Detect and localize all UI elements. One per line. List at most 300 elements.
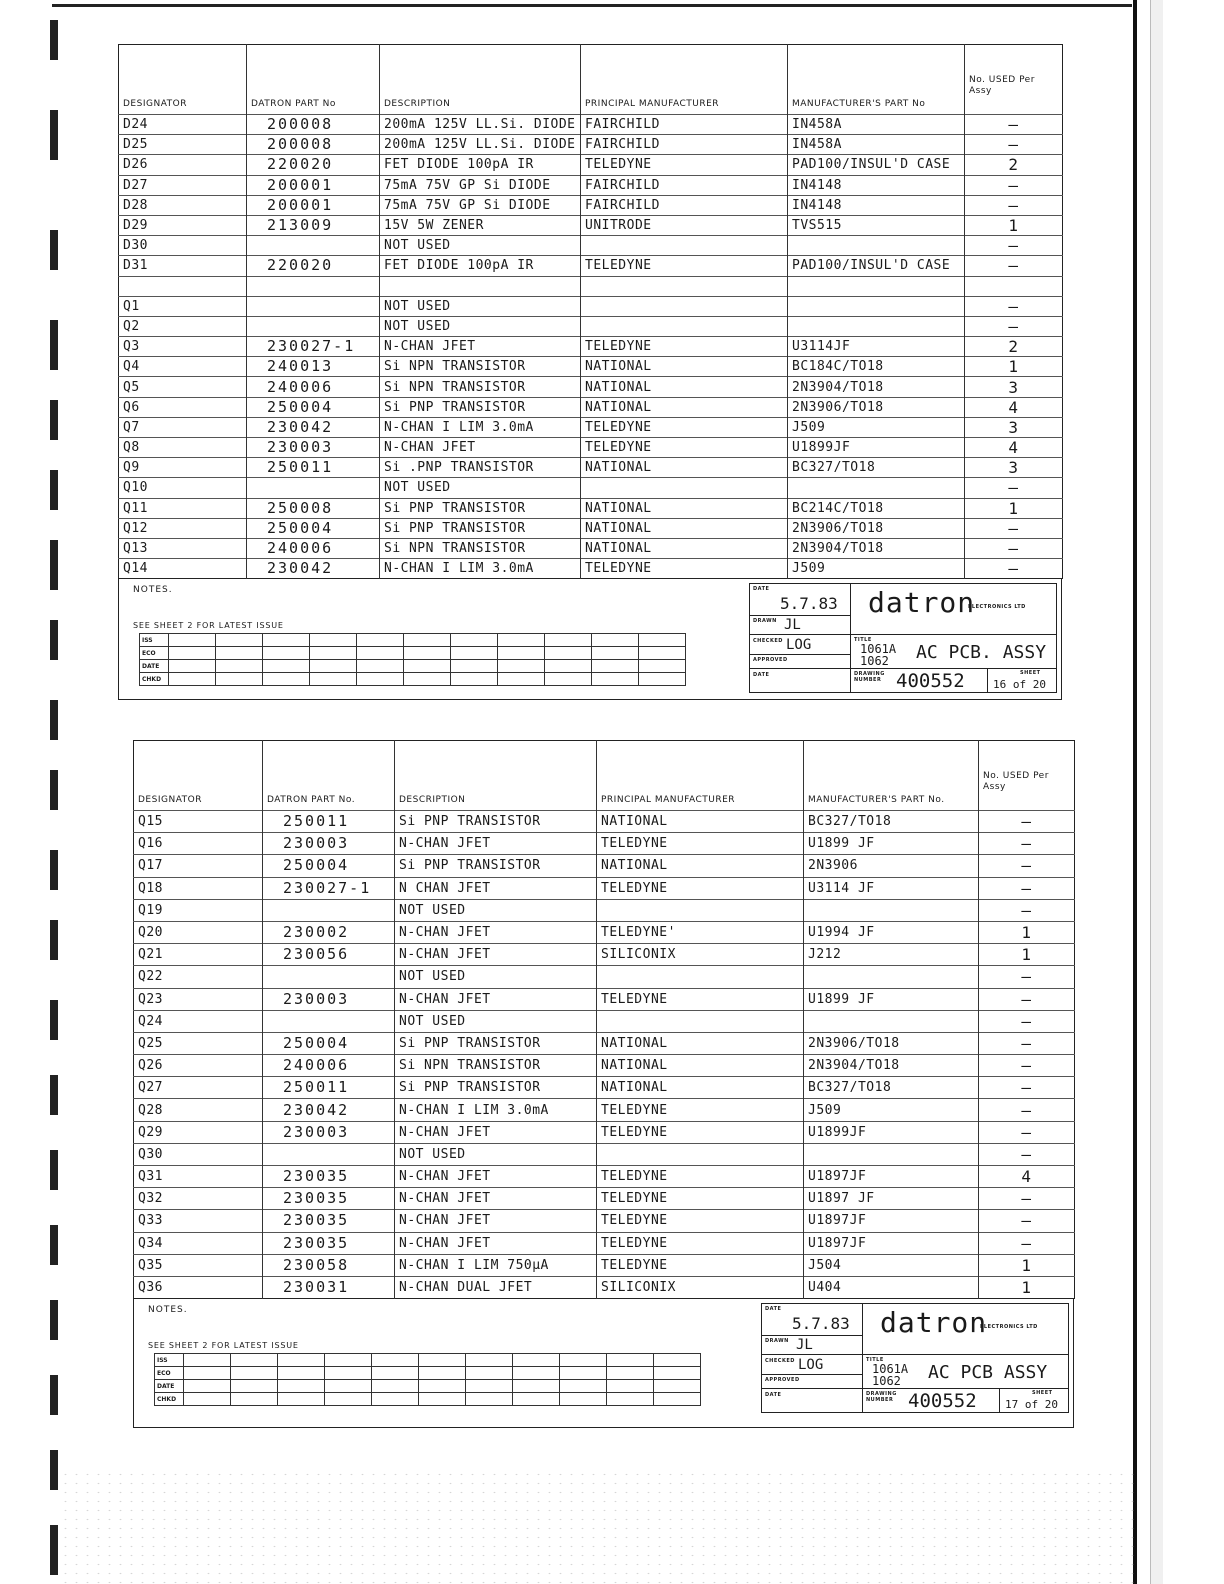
- description-cell: N-CHAN I LIM 3.0mA: [395, 1099, 597, 1121]
- datron-part-cell: 240006: [247, 538, 380, 558]
- date-label: DATE: [765, 1306, 782, 1313]
- table-row: [119, 135, 1063, 155]
- quantity-cell: [965, 276, 1063, 296]
- quantity-cell: 3: [965, 377, 1063, 397]
- datron-part-cell: 230002: [263, 921, 395, 943]
- manufacturer-cell: FAIRCHILD: [581, 115, 788, 135]
- description-cell: N-CHAN JFET: [395, 1232, 597, 1254]
- issue-grid: [139, 633, 686, 686]
- table-row: [119, 195, 1063, 215]
- parts-rows: [119, 115, 1063, 579]
- quantity-cell: —: [979, 1077, 1075, 1099]
- designator-cell: Q12: [119, 518, 247, 538]
- datron-part-cell: 230035: [263, 1188, 395, 1210]
- manufacturer-part-cell: [804, 1010, 979, 1032]
- table-row: [134, 1121, 1075, 1143]
- quantity-cell: —: [979, 966, 1075, 988]
- description-cell: Si PNP TRANSISTOR: [395, 1032, 597, 1054]
- table-row: [134, 988, 1075, 1010]
- table-row: [119, 276, 1063, 296]
- table-row: [134, 877, 1075, 899]
- manufacturer-part-cell: BC327/TO18: [804, 811, 979, 833]
- quantity-cell: 1: [979, 944, 1075, 966]
- model-number-b: 1062: [872, 1374, 901, 1389]
- designator-cell: Q23: [134, 988, 263, 1010]
- table-row: [119, 357, 1063, 377]
- logo-subtitle: ELECTRONICS LTD: [980, 1324, 1038, 1331]
- description-cell: N-CHAN JFET: [380, 438, 581, 458]
- description-cell: Si NPN TRANSISTOR: [380, 357, 581, 377]
- datron-part-cell: 230027-1: [263, 877, 395, 899]
- designator-cell: Q19: [134, 899, 263, 921]
- manufacturer-part-cell: [788, 478, 965, 498]
- manufacturer-cell: TELEDYNE: [597, 988, 804, 1010]
- checked-label: CHECKED: [765, 1358, 795, 1365]
- binding-edge: [0, 0, 62, 1584]
- description-cell: FET DIODE 100pA IR: [380, 155, 581, 175]
- datron-part-cell: 200008: [247, 135, 380, 155]
- manufacturer-part-cell: [804, 1143, 979, 1165]
- drawing-title: AC PCB. ASSY: [916, 642, 1047, 664]
- designator-cell: Q8: [119, 438, 247, 458]
- quantity-cell: —: [965, 296, 1063, 316]
- manufacturer-cell: SILICONIX: [597, 1276, 804, 1298]
- designator-cell: Q13: [119, 538, 247, 558]
- manufacturer-cell: UNITRODE: [581, 215, 788, 235]
- manufacturer-part-cell: U1897 JF: [804, 1188, 979, 1210]
- datron-part-cell: 250011: [263, 811, 395, 833]
- manufacturer-cell: NATIONAL: [581, 377, 788, 397]
- manufacturer-cell: TELEDYNE: [581, 438, 788, 458]
- datron-part-cell: [263, 966, 395, 988]
- quantity-cell: —: [965, 236, 1063, 256]
- designator-cell: Q10: [119, 478, 247, 498]
- date-row-label: DATE: [155, 1380, 184, 1393]
- quantity-cell: —: [965, 175, 1063, 195]
- designator-cell: Q18: [134, 877, 263, 899]
- manufacturer-part-cell: [788, 276, 965, 296]
- datron-part-cell: 230003: [263, 1121, 395, 1143]
- designator-cell: Q11: [119, 498, 247, 518]
- table-row: [134, 921, 1075, 943]
- manufacturer-cell: TELEDYNE: [581, 155, 788, 175]
- datron-part-cell: 250004: [263, 1032, 395, 1054]
- description-cell: NOT USED: [395, 966, 597, 988]
- approved-label: APPROVED: [753, 657, 788, 664]
- description-cell: 200mA 125V LL.Si. DIODE: [380, 135, 581, 155]
- parts-table: [133, 740, 1075, 1299]
- table-row: [134, 1055, 1075, 1077]
- issue-grid: [154, 1353, 701, 1406]
- manufacturer-cell: TELEDYNE: [597, 1166, 804, 1188]
- designator-cell: D28: [119, 195, 247, 215]
- datron-part-cell: 230042: [247, 417, 380, 437]
- header-designator: DESIGNATOR: [134, 741, 263, 811]
- manufacturer-cell: TELEDYNE: [597, 1188, 804, 1210]
- drawing-number-label: DRAWING NUMBER: [866, 1391, 897, 1404]
- description-cell: 75mA 75V GP Si DIODE: [380, 175, 581, 195]
- quantity-cell: —: [965, 256, 1063, 276]
- manufacturer-cell: NATIONAL: [597, 1077, 804, 1099]
- manufacturer-part-cell: U1899JF: [788, 438, 965, 458]
- manufacturer-part-cell: [788, 316, 965, 336]
- manufacturer-part-cell: PAD100/INSUL'D CASE: [788, 155, 965, 175]
- header-qty: No. USED Per Assy: [983, 771, 1049, 792]
- table-row: [134, 1032, 1075, 1054]
- approved-label: APPROVED: [765, 1377, 800, 1384]
- table-row: [119, 337, 1063, 357]
- header-principal-manufacturer: PRINCIPAL MANUFACTURER: [581, 45, 788, 115]
- date-label: DATE: [753, 586, 770, 593]
- manufacturer-cell: NATIONAL: [581, 518, 788, 538]
- description-cell: N-CHAN JFET: [395, 944, 597, 966]
- quantity-cell: —: [979, 1143, 1075, 1165]
- manufacturer-cell: [597, 966, 804, 988]
- description-cell: 75mA 75V GP Si DIODE: [380, 195, 581, 215]
- quantity-cell: 1: [979, 1276, 1075, 1298]
- quantity-cell: —: [965, 538, 1063, 558]
- manufacturer-part-cell: [788, 236, 965, 256]
- datron-part-cell: 230003: [263, 988, 395, 1010]
- designator-cell: Q3: [119, 337, 247, 357]
- manufacturer-cell: [581, 478, 788, 498]
- table-row: [119, 417, 1063, 437]
- table-row: [119, 256, 1063, 276]
- title-block-area: [118, 579, 1062, 700]
- checked-value: LOG: [798, 1357, 824, 1374]
- quantity-cell: —: [965, 135, 1063, 155]
- quantity-cell: —: [979, 1032, 1075, 1054]
- table-row: [134, 1010, 1075, 1032]
- manufacturer-cell: TELEDYNE: [581, 337, 788, 357]
- manufacturer-part-cell: IN458A: [788, 115, 965, 135]
- drawn-value: JL: [784, 617, 801, 634]
- scan-noise: [60, 1470, 1140, 1584]
- table-row: [119, 478, 1063, 498]
- manufacturer-cell: TELEDYNE: [597, 1121, 804, 1143]
- designator-cell: Q21: [134, 944, 263, 966]
- quantity-cell: 1: [965, 357, 1063, 377]
- manufacturer-part-cell: BC184C/TO18: [788, 357, 965, 377]
- table-row: [119, 215, 1063, 235]
- quantity-cell: —: [965, 195, 1063, 215]
- designator-cell: Q29: [134, 1121, 263, 1143]
- iss-label: ISS: [140, 634, 169, 647]
- parts-list-sheet-17: [133, 740, 1074, 1428]
- description-cell: 200mA 125V LL.Si. DIODE: [380, 115, 581, 135]
- quantity-cell: 1: [965, 215, 1063, 235]
- manufacturer-part-cell: [804, 899, 979, 921]
- quantity-cell: —: [979, 1188, 1075, 1210]
- manufacturer-cell: FAIRCHILD: [581, 135, 788, 155]
- logo-subtitle: ELECTRONICS LTD: [968, 604, 1026, 611]
- manufacturer-part-cell: U1899 JF: [804, 988, 979, 1010]
- quantity-cell: —: [979, 1210, 1075, 1232]
- designator-cell: Q32: [134, 1188, 263, 1210]
- eco-label: ECO: [140, 647, 169, 660]
- sheet-label: SHEET: [1020, 670, 1041, 677]
- datron-part-cell: 250004: [263, 855, 395, 877]
- description-cell: Si PNP TRANSISTOR: [380, 397, 581, 417]
- title-label: TITLE: [866, 1357, 884, 1364]
- table-row: [134, 1166, 1075, 1188]
- manufacturer-cell: [597, 899, 804, 921]
- description-cell: N-CHAN JFET: [395, 1188, 597, 1210]
- date-value: 5.7.83: [780, 594, 838, 614]
- manufacturer-part-cell: 2N3904/TO18: [804, 1055, 979, 1077]
- top-edge-line: [52, 4, 1132, 7]
- designator-cell: Q7: [119, 417, 247, 437]
- parts-list-sheet-16: [118, 44, 1062, 700]
- designator-cell: Q16: [134, 833, 263, 855]
- table-row: [119, 175, 1063, 195]
- designator-cell: Q30: [134, 1143, 263, 1165]
- header-datron-part: DATRON PART No.: [263, 741, 395, 811]
- manufacturer-part-cell: U1899JF: [804, 1121, 979, 1143]
- datron-part-cell: 250011: [247, 458, 380, 478]
- manufacturer-part-cell: U1897JF: [804, 1232, 979, 1254]
- designator-cell: [119, 276, 247, 296]
- manufacturer-cell: TELEDYNE: [581, 256, 788, 276]
- header-manufacturer-part: MANUFACTURER'S PART No: [788, 45, 965, 115]
- manufacturer-cell: TELEDYNE: [597, 833, 804, 855]
- manufacturer-part-cell: J212: [804, 944, 979, 966]
- manufacturer-part-cell: IN458A: [788, 135, 965, 155]
- table-row: [119, 236, 1063, 256]
- description-cell: Si NPN TRANSISTOR: [380, 538, 581, 558]
- manufacturer-cell: NATIONAL: [581, 538, 788, 558]
- designator-cell: Q14: [119, 559, 247, 579]
- designator-cell: D26: [119, 155, 247, 175]
- quantity-cell: 1: [979, 921, 1075, 943]
- table-row: [119, 316, 1063, 336]
- description-cell: N-CHAN I LIM 3.0mA: [380, 559, 581, 579]
- description-cell: N-CHAN JFET: [395, 833, 597, 855]
- datron-part-cell: 200008: [247, 115, 380, 135]
- description-cell: N CHAN JFET: [395, 877, 597, 899]
- chkd-label: CHKD: [140, 673, 169, 686]
- manufacturer-part-cell: 2N3904/TO18: [788, 538, 965, 558]
- quantity-cell: —: [965, 559, 1063, 579]
- manufacturer-cell: FAIRCHILD: [581, 195, 788, 215]
- drawn-value: JL: [796, 1337, 813, 1354]
- manufacturer-part-cell: U3114 JF: [804, 877, 979, 899]
- designator-cell: Q31: [134, 1166, 263, 1188]
- description-cell: FET DIODE 100pA IR: [380, 256, 581, 276]
- datron-part-cell: 220020: [247, 155, 380, 175]
- datron-part-cell: 230031: [263, 1276, 395, 1298]
- datron-part-cell: 220020: [247, 256, 380, 276]
- designator-cell: D27: [119, 175, 247, 195]
- manufacturer-part-cell: J509: [788, 559, 965, 579]
- quantity-cell: 4: [979, 1166, 1075, 1188]
- description-cell: N-CHAN I LIM 3.0mA: [380, 417, 581, 437]
- manufacturer-part-cell: U1897JF: [804, 1210, 979, 1232]
- quantity-cell: 4: [965, 438, 1063, 458]
- datron-part-cell: 200001: [247, 195, 380, 215]
- manufacturer-cell: SILICONIX: [597, 944, 804, 966]
- table-row: [134, 855, 1075, 877]
- notes-label: NOTES.: [148, 1305, 188, 1316]
- manufacturer-cell: [581, 236, 788, 256]
- designator-cell: Q4: [119, 357, 247, 377]
- manufacturer-cell: TELEDYNE: [581, 417, 788, 437]
- datron-part-cell: 240006: [263, 1055, 395, 1077]
- datron-part-cell: 213009: [247, 215, 380, 235]
- table-row: [134, 944, 1075, 966]
- manufacturer-cell: [597, 1010, 804, 1032]
- manufacturer-cell: TELEDYNE: [597, 877, 804, 899]
- manufacturer-cell: NATIONAL: [597, 1032, 804, 1054]
- description-cell: N-CHAN JFET: [380, 337, 581, 357]
- quantity-cell: —: [979, 1232, 1075, 1254]
- table-row: [134, 966, 1075, 988]
- datron-part-cell: 230042: [247, 559, 380, 579]
- designator-cell: Q34: [134, 1232, 263, 1254]
- manufacturer-cell: TELEDYNE: [597, 1232, 804, 1254]
- description-cell: NOT USED: [395, 1143, 597, 1165]
- drawn-label: DRAWN: [765, 1338, 789, 1345]
- header-description: DESCRIPTION: [395, 741, 597, 811]
- sheet-number: 16 of 20: [993, 678, 1046, 692]
- manufacturer-part-cell: BC327/TO18: [788, 458, 965, 478]
- description-cell: NOT USED: [380, 296, 581, 316]
- drawn-label: DRAWN: [753, 618, 777, 625]
- datron-part-cell: 230035: [263, 1210, 395, 1232]
- table-row: [134, 1210, 1075, 1232]
- manufacturer-part-cell: BC214C/TO18: [788, 498, 965, 518]
- date-value: 5.7.83: [792, 1314, 850, 1334]
- table-row: [134, 1143, 1075, 1165]
- header-manufacturer-part: MANUFACTURER'S PART No.: [804, 741, 979, 811]
- eco-label: ECO: [155, 1367, 184, 1380]
- table-row: [134, 1077, 1075, 1099]
- designator-cell: Q1: [119, 296, 247, 316]
- checked-value: LOG: [786, 637, 812, 654]
- datron-part-cell: 230035: [263, 1232, 395, 1254]
- date2-label: DATE: [753, 672, 770, 679]
- quantity-cell: —: [979, 1055, 1075, 1077]
- table-row: [119, 498, 1063, 518]
- manufacturer-part-cell: PAD100/INSUL'D CASE: [788, 256, 965, 276]
- description-cell: N-CHAN JFET: [395, 921, 597, 943]
- description-cell: Si NPN TRANSISTOR: [395, 1055, 597, 1077]
- see-sheet-note: SEE SHEET 2 FOR LATEST ISSUE: [133, 621, 284, 631]
- title-block-area: [133, 1299, 1074, 1428]
- model-number-b: 1062: [860, 654, 889, 669]
- datron-logo: datron: [868, 586, 976, 620]
- datron-part-cell: 230035: [263, 1166, 395, 1188]
- manufacturer-cell: TELEDYNE: [597, 1099, 804, 1121]
- datron-part-cell: [247, 236, 380, 256]
- quantity-cell: 1: [979, 1254, 1075, 1276]
- manufacturer-cell: NATIONAL: [581, 397, 788, 417]
- datron-part-cell: [247, 276, 380, 296]
- table-row: [134, 1188, 1075, 1210]
- table-row: [134, 899, 1075, 921]
- description-cell: Si PNP TRANSISTOR: [395, 855, 597, 877]
- manufacturer-cell: [581, 316, 788, 336]
- designator-cell: D30: [119, 236, 247, 256]
- manufacturer-cell: NATIONAL: [581, 357, 788, 377]
- quantity-cell: —: [979, 833, 1075, 855]
- manufacturer-part-cell: 2N3906/TO18: [804, 1032, 979, 1054]
- header-qty: No. USED Per Assy: [969, 75, 1035, 96]
- right-edge-line: [1133, 0, 1137, 1584]
- designator-cell: Q20: [134, 921, 263, 943]
- quantity-cell: —: [979, 899, 1075, 921]
- manufacturer-part-cell: 2N3904/TO18: [788, 377, 965, 397]
- manufacturer-part-cell: BC327/TO18: [804, 1077, 979, 1099]
- quantity-cell: —: [965, 478, 1063, 498]
- checked-label: CHECKED: [753, 638, 783, 645]
- designator-cell: Q9: [119, 458, 247, 478]
- right-page-edge: [1150, 0, 1163, 1584]
- manufacturer-part-cell: U1994 JF: [804, 921, 979, 943]
- manufacturer-cell: [597, 1143, 804, 1165]
- designator-cell: Q25: [134, 1032, 263, 1054]
- header-description: DESCRIPTION: [380, 45, 581, 115]
- manufacturer-part-cell: TVS515: [788, 215, 965, 235]
- drawing-number-label: DRAWING NUMBER: [854, 671, 885, 684]
- manufacturer-cell: [581, 276, 788, 296]
- parts-table: [118, 44, 1063, 579]
- description-cell: N-CHAN I LIM 750µA: [395, 1254, 597, 1276]
- manufacturer-cell: TELEDYNE: [597, 1210, 804, 1232]
- manufacturer-part-cell: U1897JF: [804, 1166, 979, 1188]
- description-cell: Si PNP TRANSISTOR: [380, 518, 581, 538]
- designator-cell: Q15: [134, 811, 263, 833]
- table-row: [119, 115, 1063, 135]
- datron-part-cell: [263, 899, 395, 921]
- designator-cell: Q22: [134, 966, 263, 988]
- manufacturer-part-cell: U1899 JF: [804, 833, 979, 855]
- header-datron-part: DATRON PART No: [247, 45, 380, 115]
- datron-part-cell: 230003: [247, 438, 380, 458]
- quantity-cell: 1: [965, 498, 1063, 518]
- manufacturer-cell: NATIONAL: [597, 855, 804, 877]
- designator-cell: D25: [119, 135, 247, 155]
- manufacturer-cell: TELEDYNE': [597, 921, 804, 943]
- description-cell: NOT USED: [395, 899, 597, 921]
- description-cell: NOT USED: [380, 478, 581, 498]
- quantity-cell: —: [979, 811, 1075, 833]
- quantity-cell: 2: [965, 155, 1063, 175]
- description-cell: Si .PNP TRANSISTOR: [380, 458, 581, 478]
- quantity-cell: 2: [965, 337, 1063, 357]
- parts-rows: [134, 811, 1075, 1299]
- quantity-cell: —: [979, 877, 1075, 899]
- quantity-cell: —: [979, 1099, 1075, 1121]
- manufacturer-cell: [581, 296, 788, 316]
- manufacturer-part-cell: U404: [804, 1276, 979, 1298]
- datron-part-cell: 230003: [263, 833, 395, 855]
- designator-cell: D29: [119, 215, 247, 235]
- table-row: [119, 377, 1063, 397]
- designator-cell: D31: [119, 256, 247, 276]
- quantity-cell: —: [979, 855, 1075, 877]
- datron-part-cell: 240013: [247, 357, 380, 377]
- manufacturer-cell: NATIONAL: [597, 811, 804, 833]
- model-number-a: 1061A: [860, 642, 897, 657]
- drawing-number: 400552: [908, 1390, 977, 1413]
- table-row: [119, 559, 1063, 579]
- datron-logo: datron: [880, 1306, 988, 1340]
- quantity-cell: —: [965, 316, 1063, 336]
- datron-part-cell: 250008: [247, 498, 380, 518]
- table-row: [134, 811, 1075, 833]
- quantity-cell: —: [965, 115, 1063, 135]
